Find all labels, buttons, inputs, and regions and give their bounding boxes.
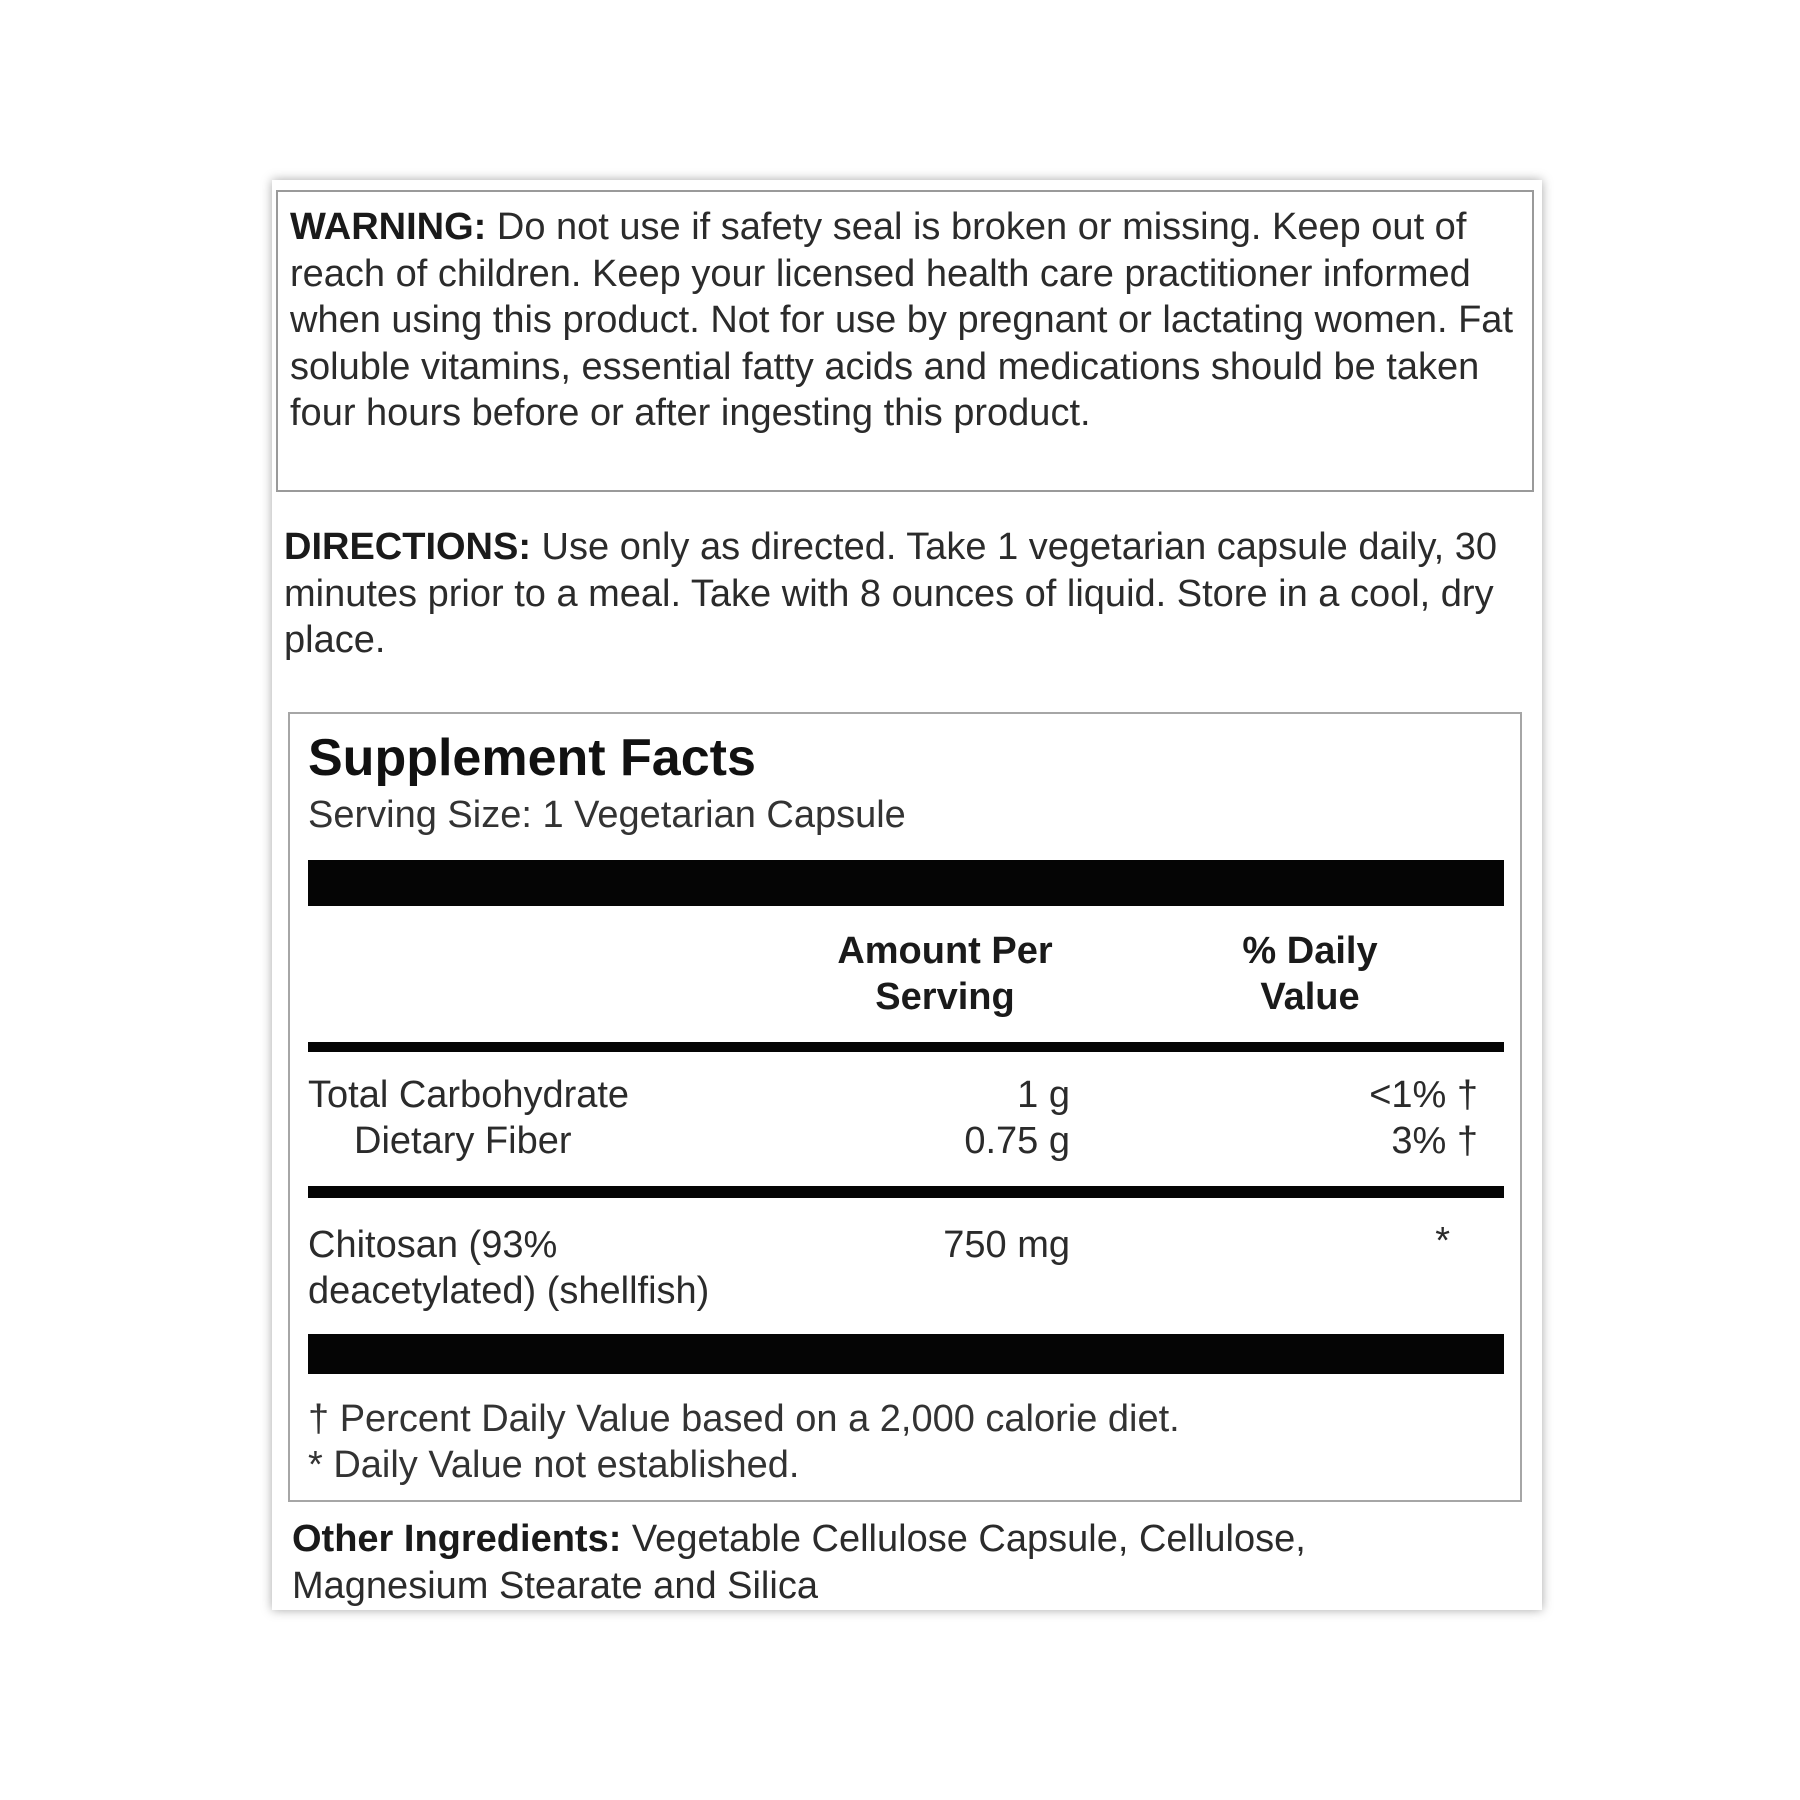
nutrient-name-chitosan-line2: deacetylated) (shellfish) xyxy=(308,1270,710,1312)
nutrient-dv-total-carbohydrate: <1% † xyxy=(1369,1074,1478,1116)
nutrient-amount-chitosan: 750 mg xyxy=(943,1224,1070,1266)
footnote-asterisk: * Daily Value not established. xyxy=(308,1444,800,1486)
column-header-dv-line2: Value xyxy=(1260,976,1360,1018)
nutrient-amount-total-carbohydrate: 1 g xyxy=(1017,1074,1070,1116)
directions-paragraph xyxy=(284,524,1534,664)
directions-label: DIRECTIONS: xyxy=(284,526,531,568)
divider-bar-bottom xyxy=(308,1334,1504,1374)
nutrient-dv-chitosan: * xyxy=(1435,1220,1450,1262)
supplement-facts-title: Supplement Facts xyxy=(308,729,756,787)
directions-text: Use only as directed. Take 1 vegetarian capsule daily, 30 minutes prior to a meal. Take with 8 ounces of liquid. Store in a cool, dry place. xyxy=(284,526,1498,661)
divider-bar-header xyxy=(308,1042,1504,1052)
nutrient-name-chitosan-line1: Chitosan (93% xyxy=(308,1224,558,1266)
column-header-amount-line1: Amount Per xyxy=(837,930,1053,972)
nutrient-amount-dietary-fiber: 0.75 g xyxy=(964,1120,1070,1162)
nutrient-name-total-carbohydrate: Total Carbohydrate xyxy=(308,1074,630,1116)
column-header-amount-line2: Serving xyxy=(875,976,1015,1018)
divider-bar-top xyxy=(308,860,1504,906)
serving-size: Serving Size: 1 Vegetarian Capsule xyxy=(308,794,906,836)
other-ingredients-paragraph xyxy=(292,1516,1432,1609)
nutrient-name-dietary-fiber: Dietary Fiber xyxy=(354,1120,572,1162)
column-header-amount xyxy=(800,928,1090,1020)
warning-paragraph xyxy=(290,204,1530,437)
warning-text: Do not use if safety seal is broken or missing. Keep out of reach of children. Keep your licensed health care practitioner informed when using this product. Not for use by pregnant or lactating women. Fat soluble vitamins, essential fatty acids and medications should be taken four hours before or after ingesting this product. xyxy=(290,206,1513,434)
divider-bar-nutrients xyxy=(308,1186,1504,1198)
nutrient-dv-dietary-fiber: 3% † xyxy=(1391,1120,1478,1162)
other-ingredients-text: Vegetable Cellulose Capsule, Cellulose, Magnesium Stearate and Silica xyxy=(292,1518,1306,1607)
footnote-dagger: † Percent Daily Value based on a 2,000 calorie diet. xyxy=(308,1398,1180,1440)
column-header-dv-line1: % Daily xyxy=(1242,930,1378,972)
nutrient-name-chitosan xyxy=(308,1222,808,1314)
column-header-daily-value xyxy=(1180,928,1440,1020)
warning-label: WARNING: xyxy=(290,206,487,248)
other-ingredients-label: Other Ingredients: xyxy=(292,1518,622,1560)
